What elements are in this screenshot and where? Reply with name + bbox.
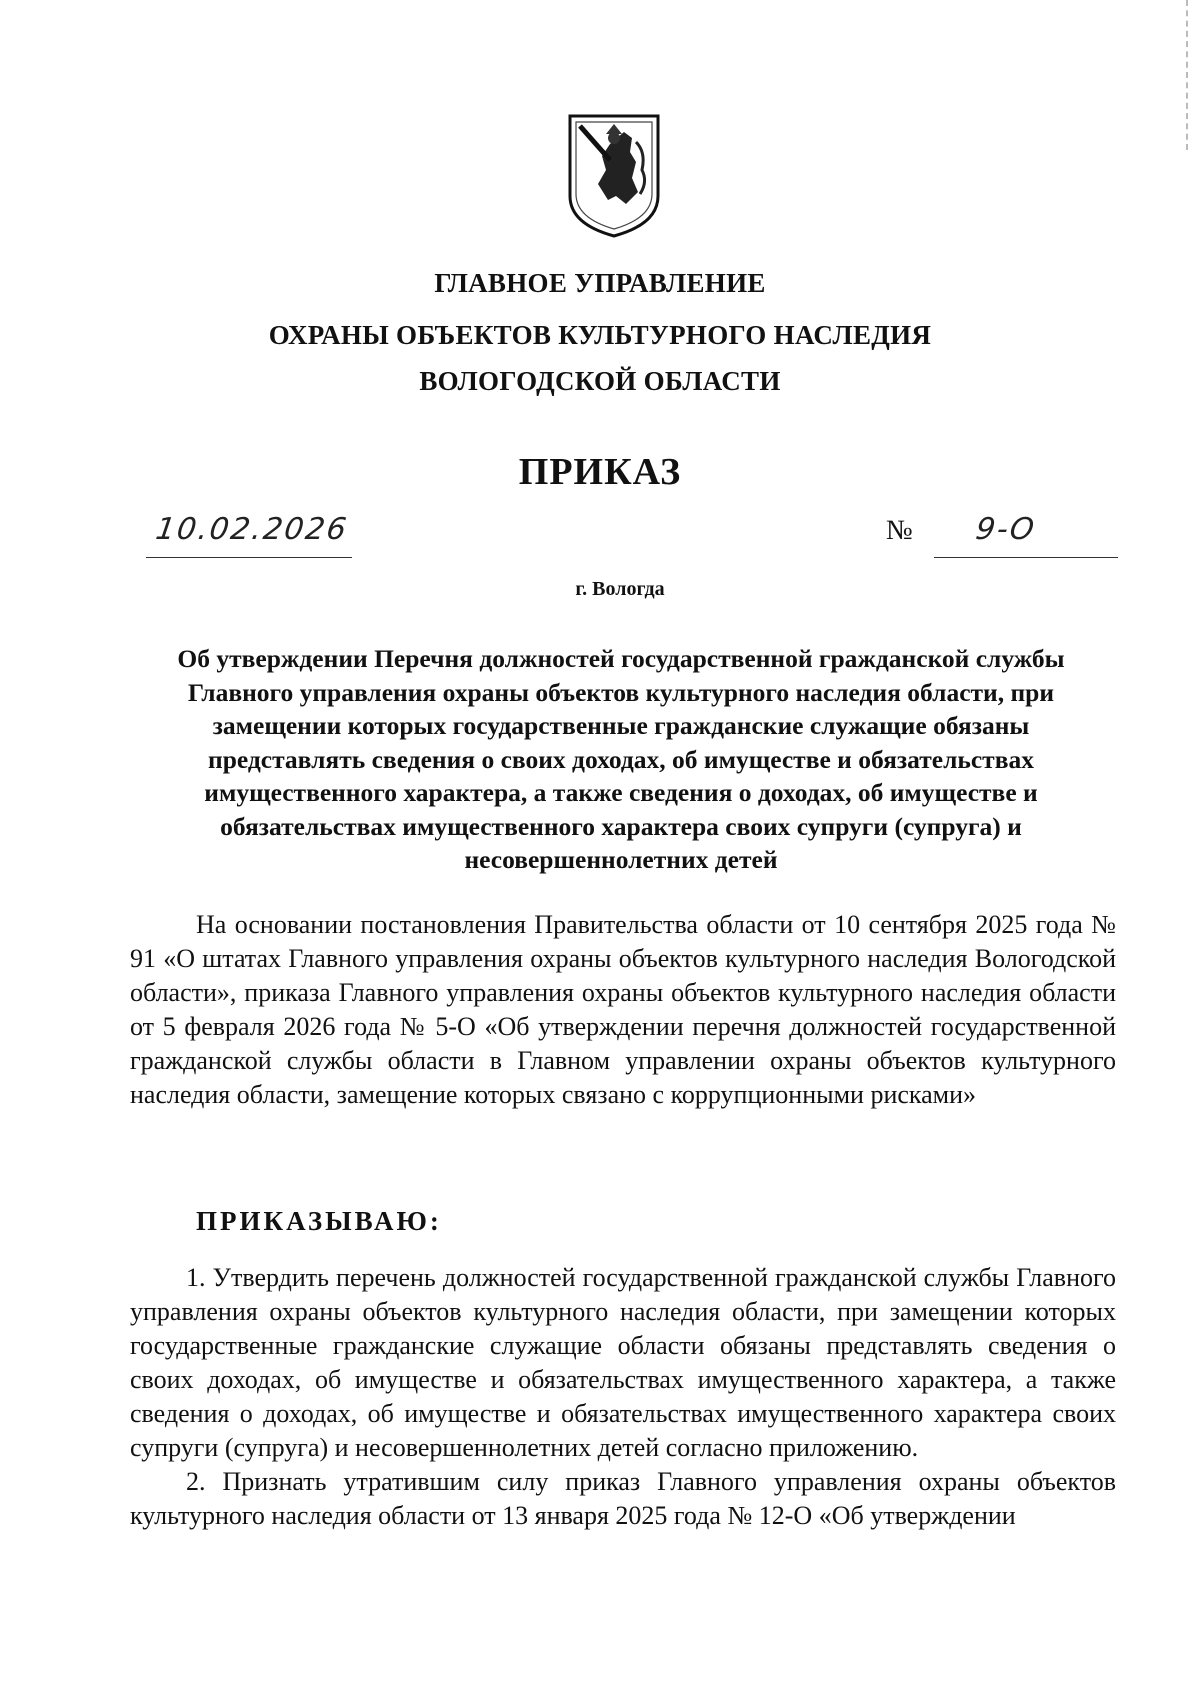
order-item-1: 1. Утвердить перечень должностей государственной гражданской службы Главного управления охраны объектов культурного наследия области, при замещении которых государственные гражданские служащие области обязаны представлять сведения о своих доходах, об имуществе и обязательствах имущественного характера, а также сведения о доходах, об имуществе и обязательствах имущественного характера своих супруги (супруга) и несовершеннолетних детей согласно приложению. (130, 1263, 1116, 1462)
order-item-2: 2. Признать утратившим силу приказ Главного управления охраны объектов культурного наследия области от 13 января 2025 года № 12-О «Об утверждении (130, 1467, 1116, 1530)
document-type-title: ПРИКАЗ (518, 451, 682, 493)
order-directive: ПРИКАЗЫВАЮ: (196, 1206, 442, 1236)
header-line-2: ОХРАНЫ ОБЪЕКТОВ КУЛЬТУРНОГО НАСЛЕДИЯ (268, 320, 932, 350)
header-line-3: ВОЛОГОДСКОЙ ОБЛАСТИ (419, 366, 781, 396)
coat-of-arms-icon (566, 112, 662, 240)
preamble-paragraph: На основании постановления Правительства области от 10 сентября 2025 года № 91 «О штатах Главного управления охраны объектов культурного наследия Вологодской области», приказа Главного управления охраны объектов культурного наследия области от 5 февраля 2026 года № 5-О «Об утверждении перечня должностей государственной гражданской службы области в Главном управлении охраны объектов культурного наследия области, замещение которых связано с коррупционными рисками» (130, 910, 1116, 1109)
number-sign: № (886, 515, 913, 546)
header-line-1: ГЛАВНОЕ УПРАВЛЕНИЕ (434, 268, 766, 298)
city-label: г. Вологда (575, 578, 665, 600)
scan-edge-mark (1186, 0, 1191, 150)
order-subject: Об утверждении Перечня должностей государственной гражданской службы Главного управления охраны объектов культурного наследия области, при замещении которых государственные гражданские служащие обязаны представлять сведения о своих доходах, об имуществе и обязательствах имущественного характера, а также сведения о доходах, об имуществе и обязательствах имущественного характера своих супруги (супруга) и несовершеннолетних детей (177, 644, 1065, 874)
document-date: 10.02.2026 (153, 512, 351, 547)
document-number: 9-О (973, 512, 1038, 547)
